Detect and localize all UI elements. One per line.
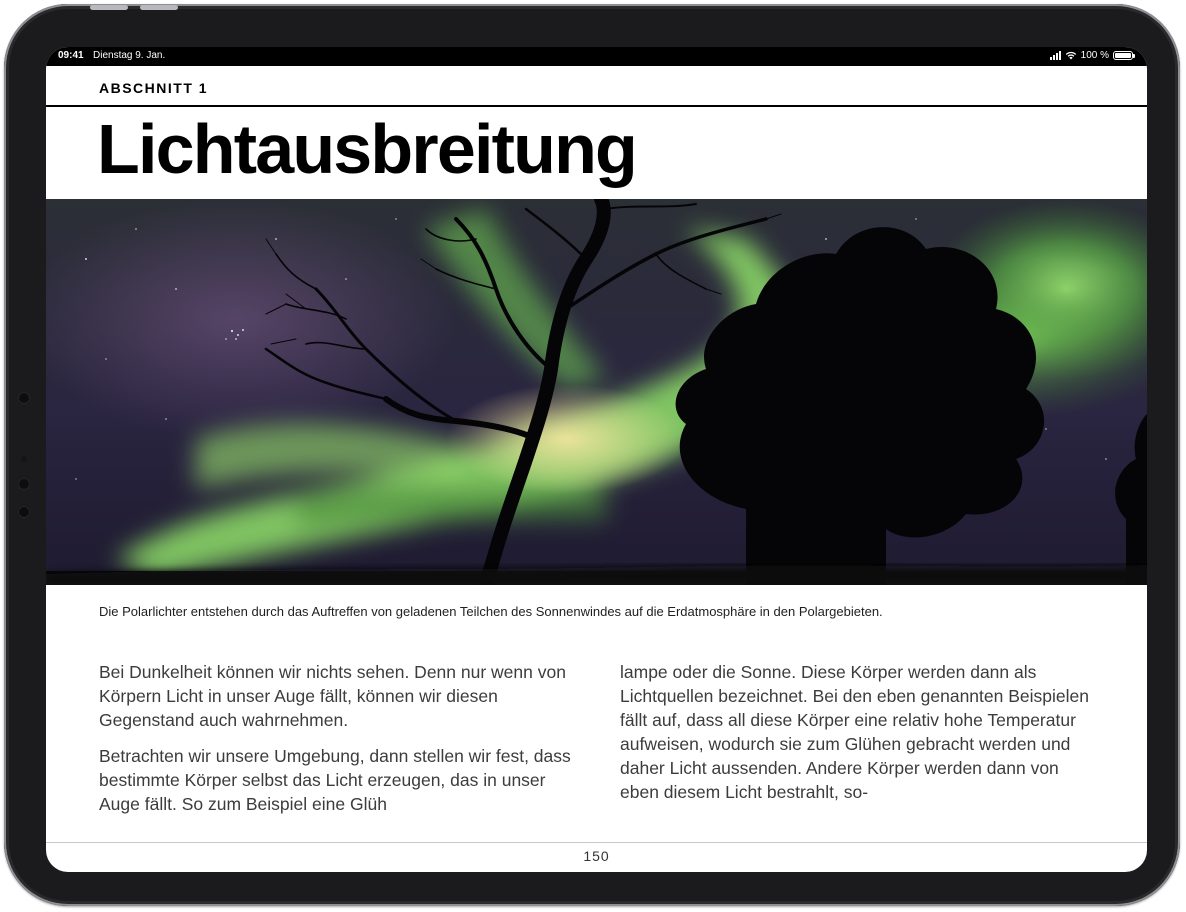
aurora-photo <box>46 199 1147 585</box>
cellular-signal-icon <box>1050 51 1061 60</box>
status-bar <box>46 47 1147 66</box>
camera-lens <box>18 392 30 404</box>
battery-icon <box>1113 51 1133 60</box>
camera-lens-2 <box>18 478 30 490</box>
body-column-left <box>99 660 575 828</box>
flash-sensor <box>18 506 30 518</box>
chapter-title: Lichtausbreitung <box>97 110 636 188</box>
body-paragraph: lampe oder die Sonne. Diese Körper werden dann als Lichtquellen bezeichnet. Bei den eben genannten Beispielen fällt auf, dass all diese Körper eine relativ hohe Temperatur aufweisen, wodurch sie zum Glühen gebracht werden und daher Licht aussenden. Andere Körper werden dann von eben diesem Licht bestrahlt, so- <box>620 662 1089 802</box>
body-paragraph: Bei Dunkelheit können wir nichts sehen. Denn nur wenn von Körpern Licht in unser Auge fällt, können wir diesen Gegenstand auch wahrnehmen. <box>99 662 566 730</box>
wifi-icon <box>1065 51 1077 60</box>
ipad-frame <box>4 4 1180 906</box>
heading-divider <box>46 105 1147 107</box>
battery-percent: 100 % <box>1080 50 1109 61</box>
battery-fill <box>1115 53 1131 58</box>
screen <box>46 47 1147 872</box>
page-number: 150 <box>583 848 610 864</box>
body-column-right <box>620 660 1096 816</box>
photo-caption: Die Polarlichter entstehen durch das Auftreffen von geladenen Teilchen des Sonnenwindes auf die Erdatmosphäre in den Polargebieten. <box>99 604 883 619</box>
status-date: Dienstag 9. Jan. <box>93 50 166 61</box>
status-indicators <box>1050 50 1133 61</box>
status-time: 09:41 <box>58 50 84 61</box>
body-paragraph: Betrachten wir unsere Umgebung, dann stellen wir fest, dass bestimmte Körper selbst das Licht erzeugen, das in unser Auge fällt. So zum Beispiel eine Glüh <box>99 746 571 814</box>
volume-button-top <box>90 5 128 10</box>
volume-button-top-2 <box>140 5 178 10</box>
section-label: ABSCHNITT 1 <box>99 80 209 96</box>
sensor-dot <box>21 456 27 462</box>
footer-divider <box>46 842 1147 843</box>
